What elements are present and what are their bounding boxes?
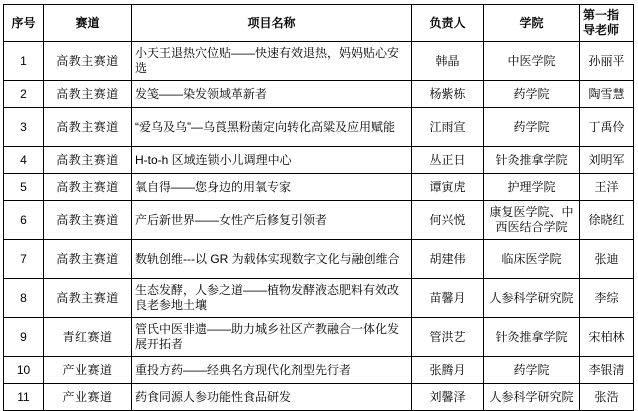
cell-teacher: 宋柏林	[580, 318, 634, 357]
cell-college: 针灸推拿学院	[484, 318, 580, 357]
table-row	[4, 201, 634, 240]
table-row	[4, 240, 634, 279]
cell-leader: 胡建伟	[412, 240, 484, 279]
cell-teacher: 丁禹伶	[580, 108, 634, 147]
table-row	[4, 108, 634, 147]
cell-teacher: 陶雪慧	[580, 81, 634, 108]
cell-no: 10	[4, 357, 44, 384]
cell-college: 药学院	[484, 108, 580, 147]
cell-teacher: 徐晓红	[580, 201, 634, 240]
cell-no: 6	[4, 201, 44, 240]
cell-no: 5	[4, 174, 44, 201]
cell-track: 产业赛道	[44, 357, 132, 384]
cell-teacher: 张迪	[580, 240, 634, 279]
column-header-leader: 负责人	[412, 5, 484, 42]
cell-no: 1	[4, 42, 44, 81]
cell-track: 高教主赛道	[44, 201, 132, 240]
column-header-college: 学院	[484, 5, 580, 42]
cell-project-name: 生态发酵，人参之道——植物发酵液态肥料有效改良老参地土壤	[132, 279, 412, 318]
cell-teacher: 李银清	[580, 357, 634, 384]
cell-project-name: 氧自得——您身边的用氧专家	[132, 174, 412, 201]
cell-leader: 江雨宣	[412, 108, 484, 147]
table-row	[4, 81, 634, 108]
cell-project-name: 重投方药——经典名方现代化剂型先行者	[132, 357, 412, 384]
cell-leader: 谭寅虎	[412, 174, 484, 201]
cell-leader: 管洪艺	[412, 318, 484, 357]
cell-track: 高教主赛道	[44, 81, 132, 108]
cell-no: 4	[4, 147, 44, 174]
cell-no: 8	[4, 279, 44, 318]
cell-leader: 刘馨泽	[412, 384, 484, 411]
cell-college: 护理学院	[484, 174, 580, 201]
table-body	[4, 42, 634, 411]
column-header-name: 项目名称	[132, 5, 412, 42]
table-row	[4, 279, 634, 318]
cell-leader: 韩晶	[412, 42, 484, 81]
cell-teacher: 李综	[580, 279, 634, 318]
table-row	[4, 318, 634, 357]
column-header-no: 序号	[4, 5, 44, 42]
cell-leader: 丛正日	[412, 147, 484, 174]
cell-college: 药学院	[484, 81, 580, 108]
cell-no: 2	[4, 81, 44, 108]
cell-project-name: “爱乌及乌”—乌莨黑粉菌定向转化高粱及应用赋能	[132, 108, 412, 147]
cell-college: 临床医学院	[484, 240, 580, 279]
cell-leader: 杨紫栋	[412, 81, 484, 108]
table-row	[4, 147, 634, 174]
cell-teacher: 张浩	[580, 384, 634, 411]
cell-project-name: 产后新世界——女性产后修复引领者	[132, 201, 412, 240]
table-header	[4, 5, 634, 42]
cell-track: 青红赛道	[44, 318, 132, 357]
cell-track: 高教主赛道	[44, 42, 132, 81]
cell-college: 药学院	[484, 357, 580, 384]
cell-project-name: H-to-h 区域连锁小儿调理中心	[132, 147, 412, 174]
cell-project-name: 管氏中医非遗——助力城乡社区产教融合一体化发展开拓者	[132, 318, 412, 357]
cell-track: 高教主赛道	[44, 108, 132, 147]
cell-track: 高教主赛道	[44, 279, 132, 318]
cell-leader: 苗馨月	[412, 279, 484, 318]
cell-teacher: 王洋	[580, 174, 634, 201]
cell-track: 高教主赛道	[44, 174, 132, 201]
cell-no: 7	[4, 240, 44, 279]
cell-college: 人参科学研究院	[484, 384, 580, 411]
cell-no: 11	[4, 384, 44, 411]
cell-project-name: 发笺——染发领域革新者	[132, 81, 412, 108]
cell-track: 高教主赛道	[44, 147, 132, 174]
cell-track: 产业赛道	[44, 384, 132, 411]
table-row	[4, 174, 634, 201]
cell-no: 9	[4, 318, 44, 357]
table-row	[4, 42, 634, 81]
cell-college: 康复医学院、中西医结合学院	[484, 201, 580, 240]
cell-college: 人参科学研究院	[484, 279, 580, 318]
cell-leader: 张腾月	[412, 357, 484, 384]
project-table	[3, 4, 634, 411]
table-row	[4, 357, 634, 384]
cell-teacher: 刘明军	[580, 147, 634, 174]
column-header-teacher: 第一指导老师	[580, 5, 634, 42]
cell-teacher: 孙丽平	[580, 42, 634, 81]
cell-college: 针灸推拿学院	[484, 147, 580, 174]
column-header-track: 赛道	[44, 5, 132, 42]
cell-no: 3	[4, 108, 44, 147]
cell-track: 高教主赛道	[44, 240, 132, 279]
cell-project-name: 药食同源人参功能性食品研发	[132, 384, 412, 411]
cell-leader: 何兴悦	[412, 201, 484, 240]
cell-project-name: 数轨创维---以 GR 为载体实现数字文化与融创维合	[132, 240, 412, 279]
header-row	[4, 5, 634, 42]
cell-college: 中医学院	[484, 42, 580, 81]
cell-project-name: 小天王退热穴位贴——快速有效退热，妈妈贴心安选	[132, 42, 412, 81]
table-row	[4, 384, 634, 411]
